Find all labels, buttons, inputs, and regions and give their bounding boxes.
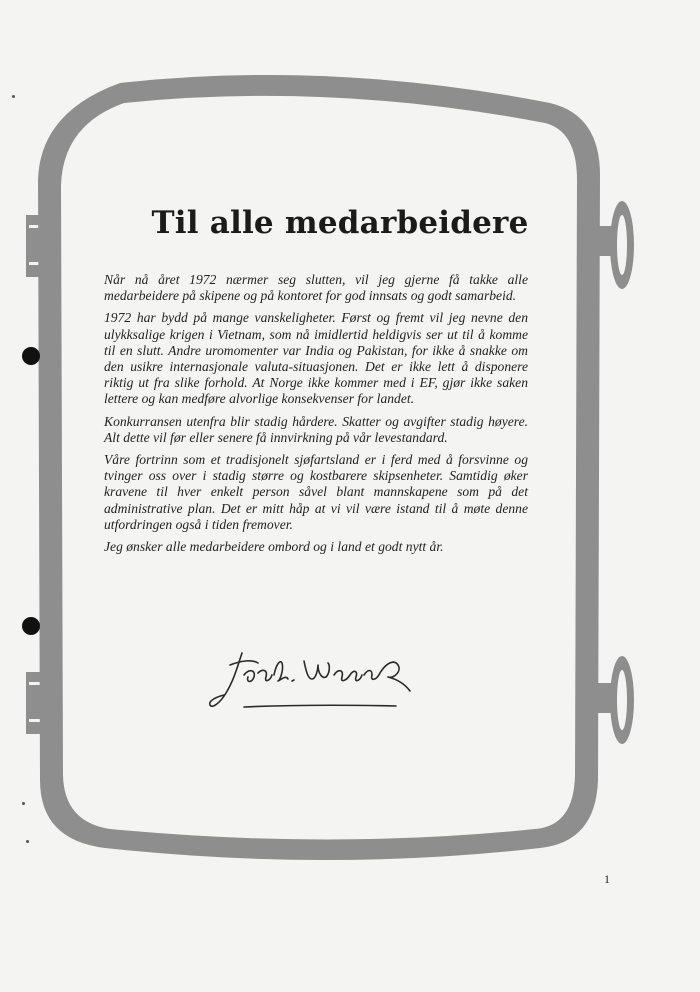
binder-hole-icon [22,617,40,635]
letter-paragraph: 1972 har bydd på mange vanskeligheter. Først og fremt vil jeg nevne den ulykksalige krigen i Vietnam, som nå imidlertid heldigvis ser ut til å komme til en slutt. Andre uromomenter var India og Pakistan, for ikke å snakke om den usikre internasjonale valuta-situasjonen. Det er ikke lett å disponere riktig ut fra slike forhold. At Norge ikke kommer med i EF, gjør ikke saken lettere og kan medføre alvorlige konsekvenser for landet. [104,310,528,407]
letter-paragraph: Jeg ønsker alle medarbeidere ombord og i land et godt nytt år. [104,539,444,555]
letter-body [104,272,528,561]
handwritten-signature [200,635,430,725]
paper-speck [22,802,25,805]
letter-paragraph: Våre fortrinn som et tradisjonelt sjøfartsland er i ferd med å forsvinne og tvinger oss over i stadig større og kostbarere skipsenheter. Samtidig øker kravene til hver enkelt person såvel blant mannskapene som på det administrative plan. Det er mitt håp at vi vil være istand til å møte denne utfordringen også i tiden fremover. [104,452,528,532]
letter-paragraph: Konkurransen utenfra blir stadig hårdere. Skatter og avgifter stadig høyere. Alt dette vil før eller senere få innvirkning på vår levestandard. [104,413,528,445]
paper-speck [12,95,15,98]
page-number: 1 [604,872,610,886]
letter-title: Til alle medarbeidere [151,205,529,241]
paper-speck [26,840,29,843]
letter-paragraph: Når nå året 1972 nærmer seg slutten, vil jeg gjerne få takke alle medarbeidere på skipene og på kontoret for god innsats og godt samarbeid. [104,272,528,304]
binder-hole-icon [22,347,40,365]
